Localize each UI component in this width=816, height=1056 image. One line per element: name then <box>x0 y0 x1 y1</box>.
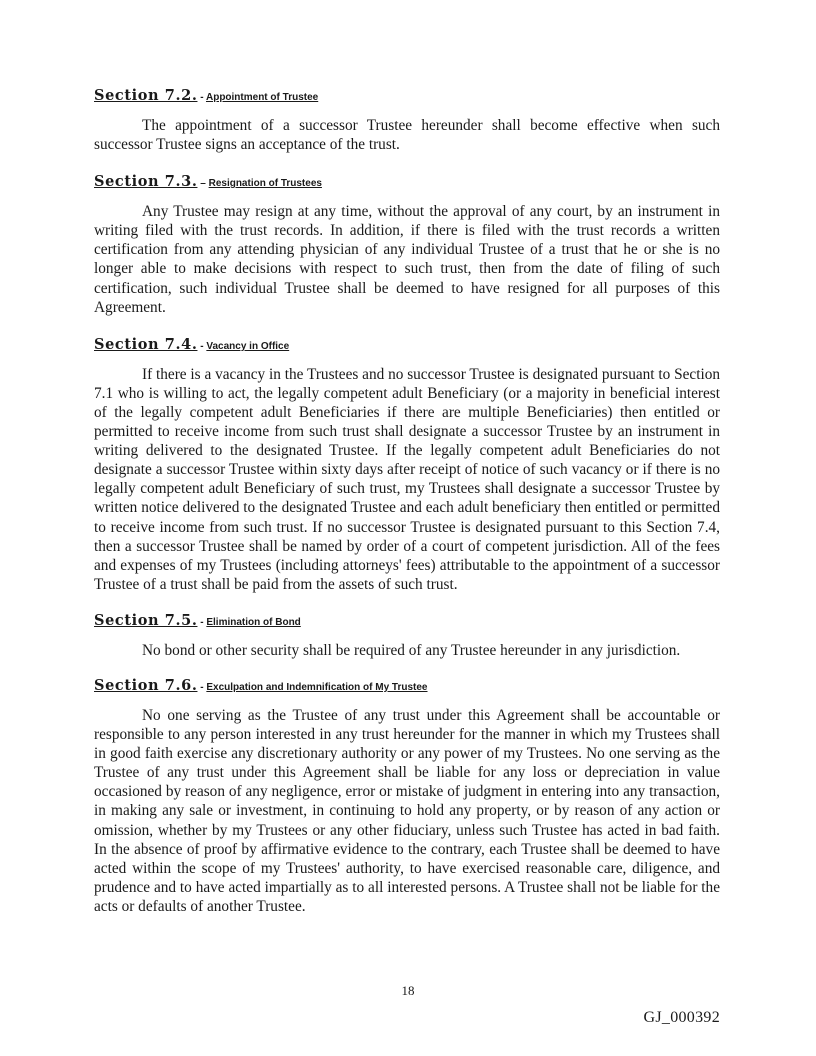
section-heading <box>94 336 720 356</box>
section-heading <box>94 677 720 697</box>
section-number: Section 7.5. <box>94 611 198 629</box>
document-page <box>94 87 720 916</box>
section-separator: - <box>197 92 206 103</box>
section-body: No one serving as the Trustee of any trust under this Agreement shall be accountable or responsible to any person interested in any trust hereunder for the manner in which my Trustees shall in good faith exercise any discretionary authority or any power of my Trustees. No one serving as the Trustee of any trust under this Agreement shall be liable for any loss or depreciation in value occasioned by reason of any negligence, error or mistake of judgment in entering into any transaction, in making any sale or investment, in continuing to hold any property, or by reason of any action or omission, whether by my Trustees or any other fiduciary, unless such Trustee has acted in bad faith. In the absence of proof by affirmative evidence to the contrary, each Trustee shall be deemed to have acted within the scope of my Trustees' authority, to have exercised reasonable care, diligence, and prudence and to have acted impartially as to all interested persons. A Trustee shall not be liable for the acts or defaults of another Trustee. <box>94 706 720 915</box>
section-separator: - <box>197 616 207 628</box>
section-number: Section 7.3. <box>94 173 198 191</box>
section-number: Section 7.6. <box>94 676 198 694</box>
section-separator: - <box>197 340 207 352</box>
section-separator: - <box>197 681 207 693</box>
section-body: The appointment of a successor Trustee hereunder shall become effective when such successor Trustee signs an acceptance of the trust. <box>94 117 720 154</box>
section-heading <box>94 612 720 632</box>
section-7-3 <box>94 173 720 317</box>
section-body: No bond or other security shall be required of any Trustee hereunder in any jurisdiction. <box>142 641 681 659</box>
section-number: Section 7.4. <box>94 335 198 353</box>
section-7-5 <box>94 612 720 660</box>
section-separator: – <box>197 178 209 190</box>
section-body: If there is a vacancy in the Trustees and no successor Trustee is designated pursuant to Section 7.1 who is willing to act, the legally competent adult Beneficiary (or a majority in beneficial interest of the legally competent adult Beneficiaries if there are multiple Beneficiaries) then entitled or permitted to receive income from such trust shall designate a successor Trustee by an instrument in writing delivered to the designated Trustee. If the legally competent adult Beneficiaries do not designate a successor Trustee within sixty days after receipt of notice of such vacancy or if there is no legally competent adult Beneficiary of such trust, my Trustees shall designate a successor Trustee by written notice delivered to the designated Trustee and each adult beneficiary then entitled or permitted to receive income from such trust. If no successor Trustee is designated pursuant to this Section 7.4, then a successor Trustee shall be named by order of a court of competent jurisdiction. All of the fees and expenses of my Trustees (including attorneys' fees) attributable to the appointment of a successor Trustee of a trust shall be paid from the assets of such trust. <box>94 365 720 593</box>
section-7-4 <box>94 336 720 594</box>
section-number: Section 7.2. <box>94 87 198 104</box>
section-title: Exculpation and Indemnification of My Trustee <box>206 681 428 693</box>
section-7-6 <box>94 677 720 916</box>
section-heading <box>94 87 720 107</box>
section-title: Resignation of Trustees <box>208 178 322 190</box>
section-title: Vacancy in Office <box>206 340 290 352</box>
section-body: Any Trustee may resign at any time, without the approval of any court, by an instrument in writing filed with the trust records. In addition, if there is filed with the trust records a written certification from any attending physician of any individual Trustee of a trust that he or she is no longer able to make decisions with respect to such trust, then from the date of filing of such certification, such individual Trustee shall be deemed to have resigned for all purposes of this Agreement. <box>94 203 720 316</box>
section-title: Elimination of Bond <box>206 616 301 628</box>
section-7-2 <box>94 87 720 154</box>
section-heading <box>94 173 720 193</box>
bates-number: GJ_000392 <box>643 1009 720 1026</box>
page-number: 18 <box>401 983 415 998</box>
section-title: Appointment of Trustee <box>205 92 319 103</box>
